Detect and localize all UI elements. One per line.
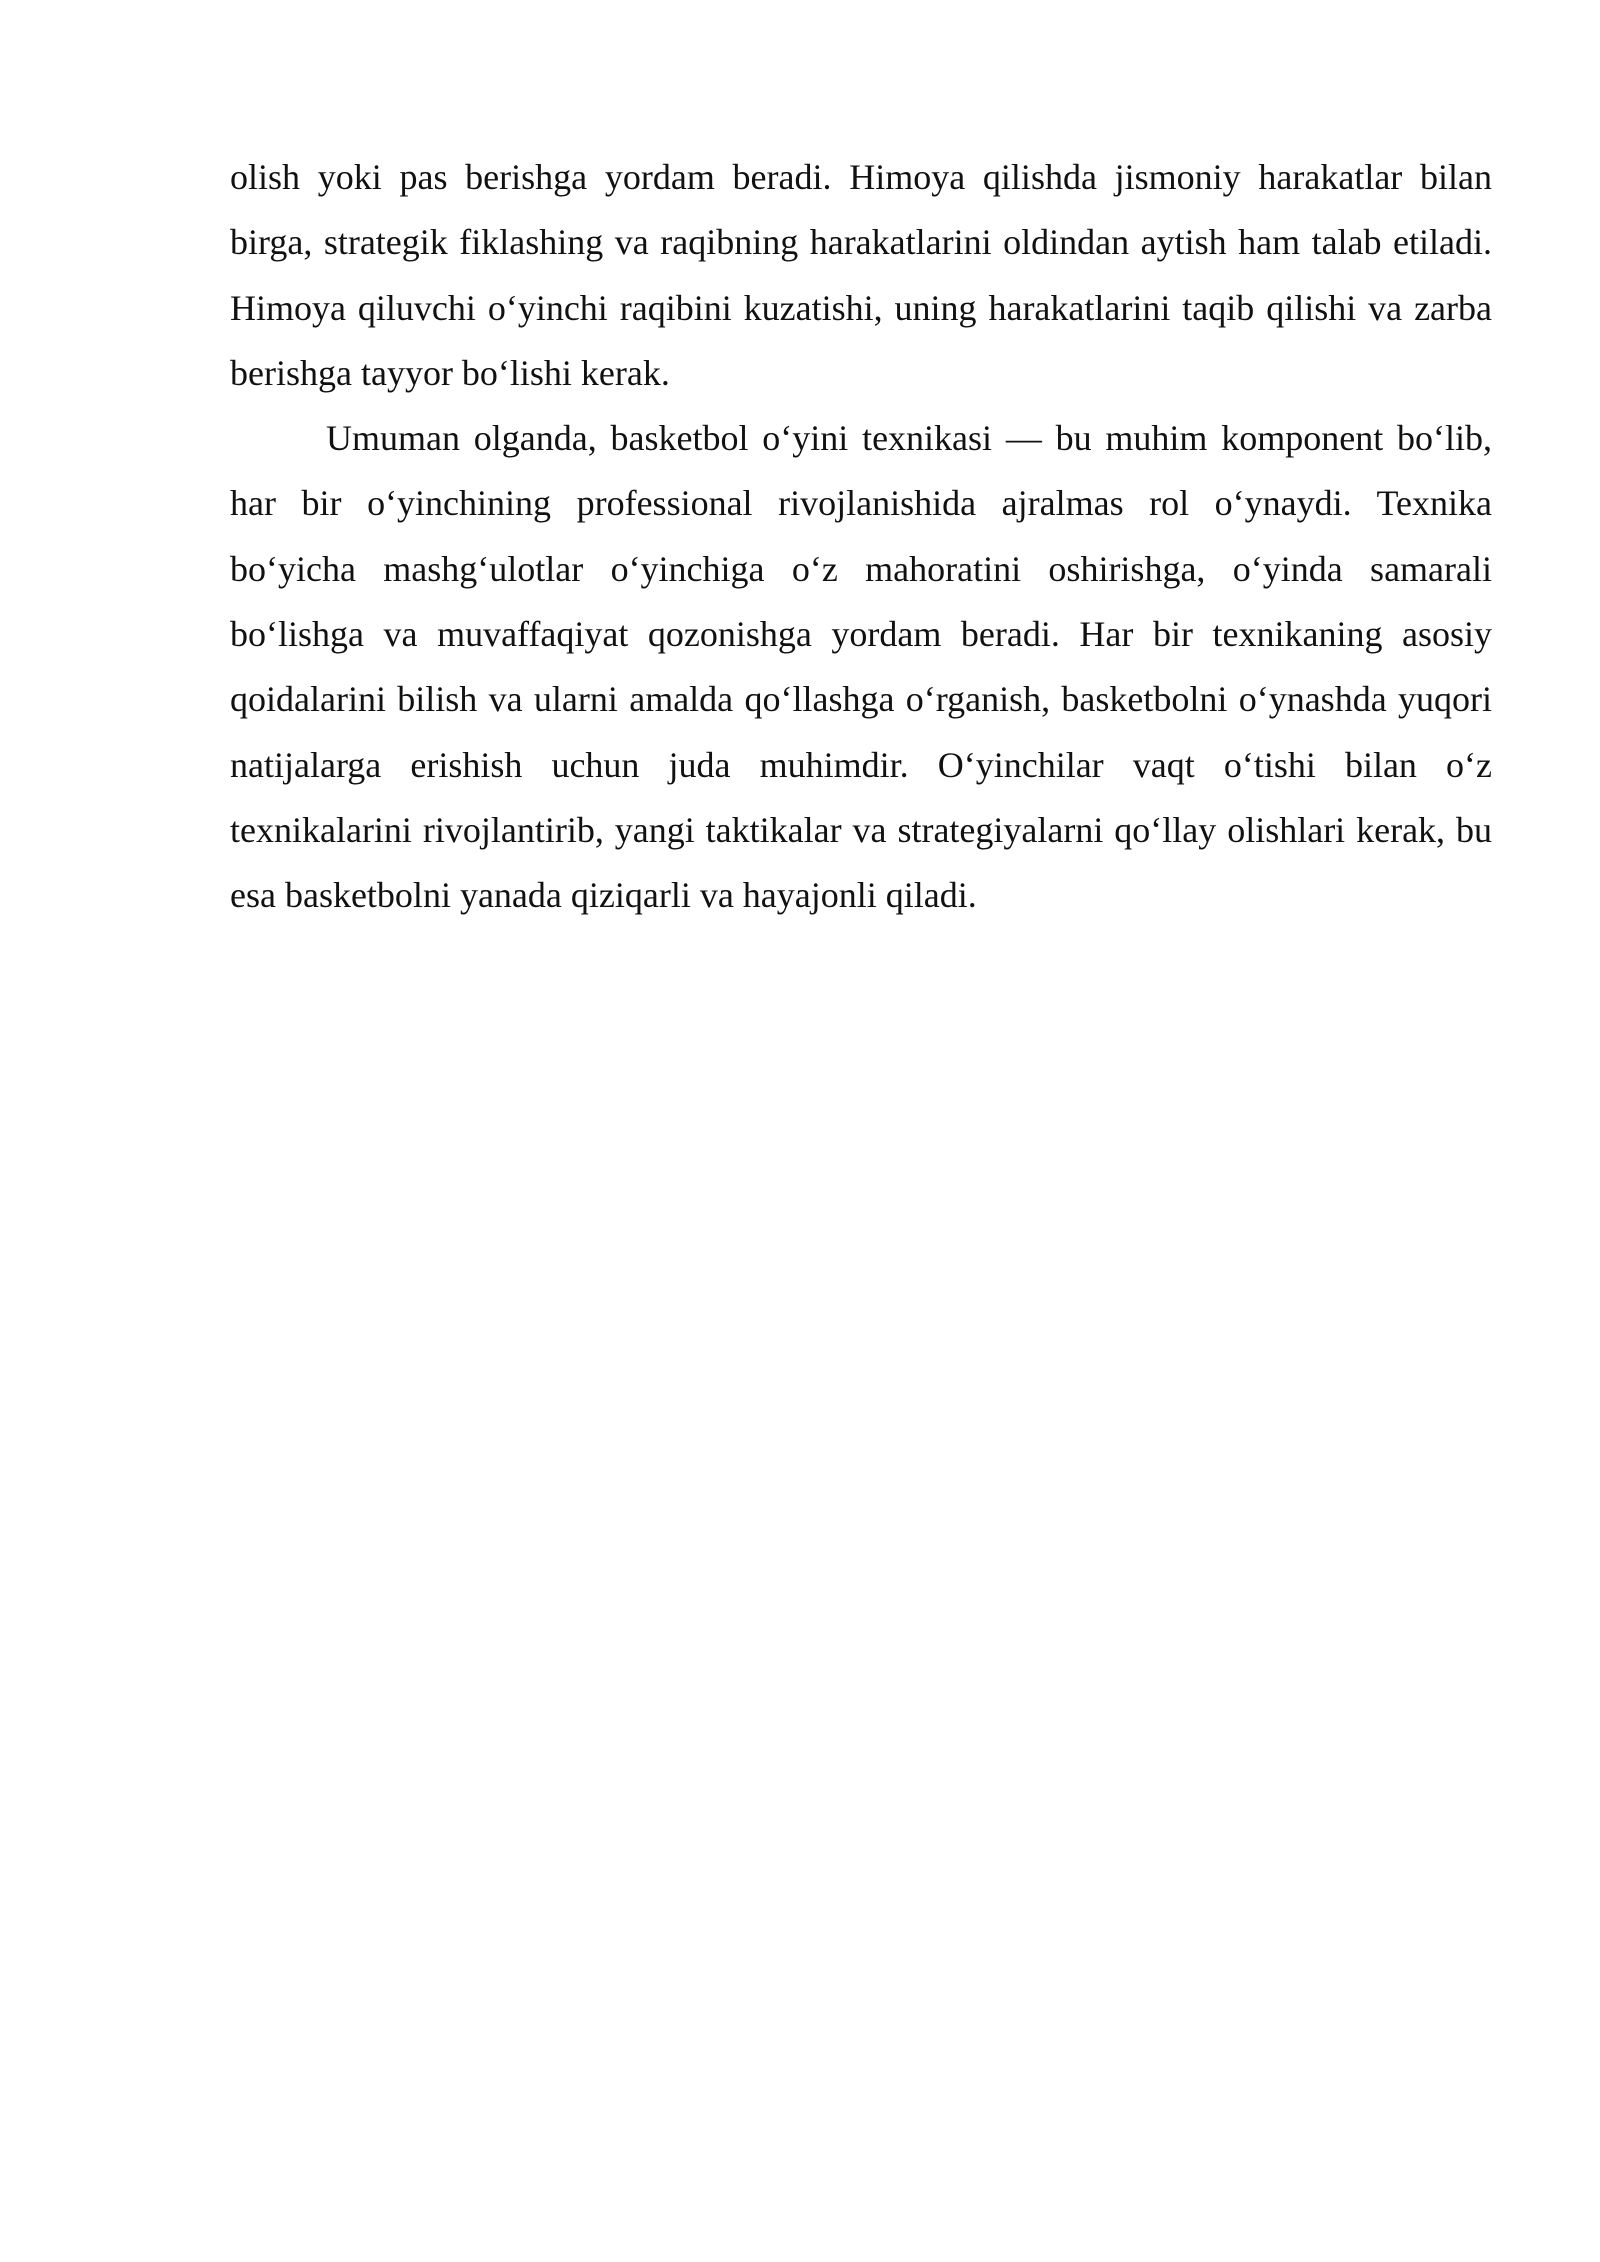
paragraph-continuation: olish yoki pas berishga yordam beradi. Himoya qilishda jismoniy harakatlar bilan birga, strategik fiklashing va raqibning harakatlarini oldindan aytish ham talab etiladi. Himoya qiluvchi oʻyinchi raqibini kuzatishi, uning harakatlarini taqib qilishi va zarba berishga tayyor boʻlishi kerak. bbox=[230, 157, 1492, 393]
document-body bbox=[230, 145, 1492, 929]
paragraph-conclusion: Umuman olganda, basketbol oʻyini texnikasi — bu muhim komponent boʻlib, har bir oʻyinchining professional rivojlanishida ajralmas rol oʻynaydi. Texnika boʻyicha mashgʻulotlar oʻyinchiga oʻz mahoratini oshirishga, oʻyinda samarali boʻlishga va muvaffaqiyat qozonishga yordam beradi. Har bir texnikaning asosiy qoidalarini bilish va ularni amalda qoʻllashga oʻrganish, basketbolni oʻynashda yuqori natijalarga erishish uchun juda muhimdir. Oʻyinchilar vaqt oʻtishi bilan oʻz texnikalarini rivojlantirib, yangi taktikalar va strategiyalarni qoʻllay olishlari kerak, bu esa basketbolni yanada qiziqarli va hayajonli qiladi. bbox=[230, 418, 1492, 916]
